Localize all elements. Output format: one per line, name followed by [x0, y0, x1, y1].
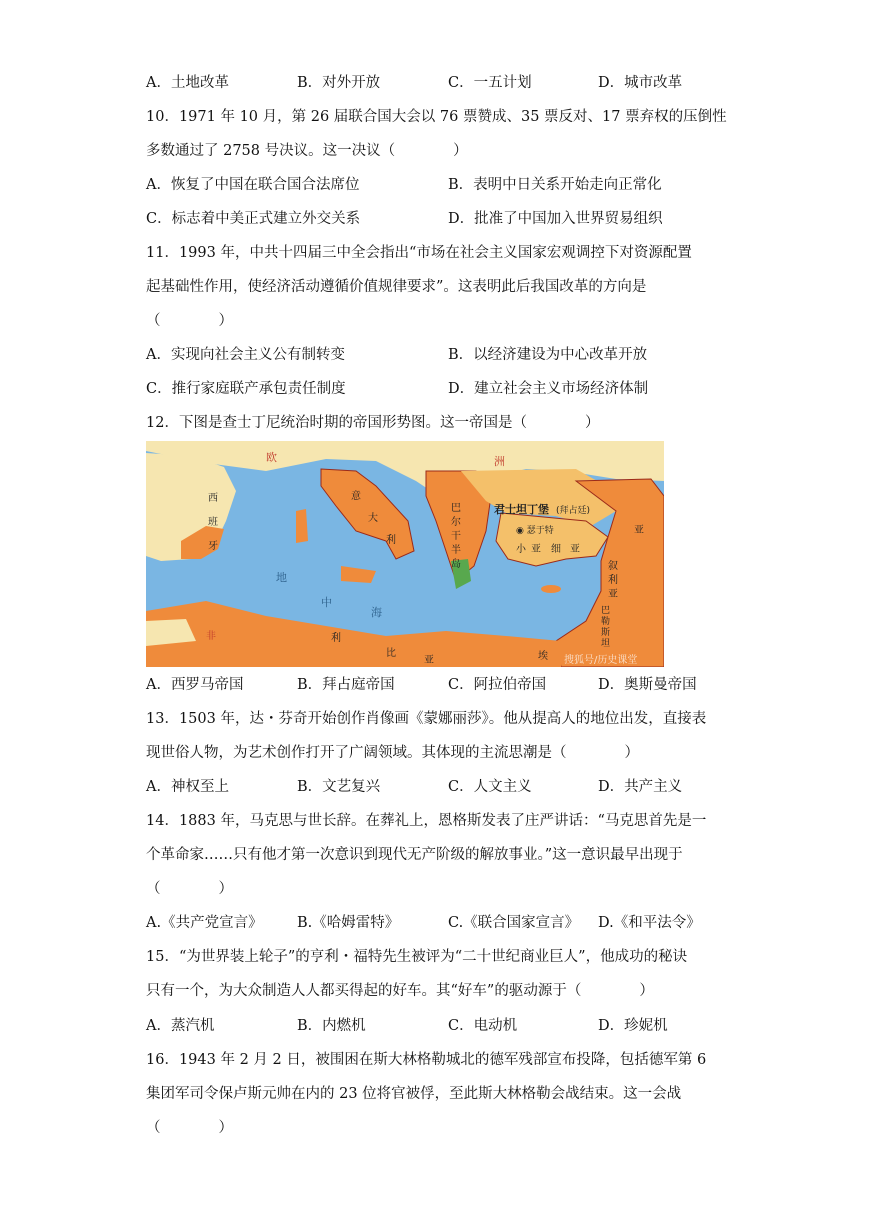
q15-stem-line: 只有一个，为大众制造人人都买得起的好车。其“好车”的驱动源于（ ）: [146, 983, 654, 999]
label-sea: 中: [321, 596, 332, 609]
label-syria: 叙: [608, 561, 618, 572]
label-europe: 洲: [494, 455, 505, 468]
q15-stem-line: 15．“为世界装上轮子”的亨利・福特先生被评为“二十世纪商业巨人”，他成功的秘诀: [146, 949, 688, 965]
label-balkan: 半: [451, 545, 461, 556]
q15-option-b: B．内燃机: [297, 1018, 366, 1034]
label-sea: 地: [276, 571, 287, 584]
q16-stem-line: 16．1943 年 2 月 2 日，被围困在斯大林格勒城北的德军残部宣布投降，包括德军第 6: [146, 1052, 707, 1068]
q14-option-d: D.《和平法令》: [598, 915, 701, 931]
q13-option-c: C．人文主义: [448, 779, 532, 795]
q9-option-b: B．对外开放: [297, 75, 381, 91]
label-byzantium: (拜占廷): [556, 506, 591, 516]
q14-answer-blank: （ ）: [146, 881, 233, 897]
label-ancyra: ◉ 瑟于特: [516, 526, 554, 536]
q14-stem-line: 14．1883 年，马克思与世长辞。在葬礼上，恩格斯发表了庄严讲话：“马克思首先是一: [146, 813, 707, 829]
cyprus: [541, 585, 561, 593]
label-asia-minor: 小: [516, 544, 526, 555]
label-spain: 牙: [208, 541, 218, 552]
label-balkan: 岛: [451, 559, 461, 570]
watermark: 搜狐号/历史课堂: [564, 655, 638, 666]
label-asia-minor: 亚: [531, 544, 541, 555]
q13-option-b: B．文艺复兴: [297, 779, 381, 795]
q16-answer-blank: （ ）: [146, 1120, 233, 1136]
q10-option-d: D．批准了中国加入世界贸易组织: [448, 211, 663, 227]
q10-option-a: A．恢复了中国在联合国合法席位: [146, 177, 360, 193]
q12-stem-line: 12．下图是查士丁尼统治时期的帝国形势图。这一帝国是（ ）: [146, 415, 600, 431]
q13-stem-line: 13．1503 年，达・芬奇开始创作肖像画《蒙娜丽莎》。他从提高人的地位出发，直接表: [146, 711, 707, 727]
label-asia: 亚: [634, 525, 644, 536]
q14-option-c: C.《联合国家宣言》: [448, 915, 580, 931]
q10-option-b: B．表明中日关系开始走向正常化: [448, 177, 662, 193]
label-syria: 利: [608, 575, 618, 586]
q12-option-b: B．拜占庭帝国: [297, 677, 395, 693]
label-palestine: 坦: [601, 639, 611, 649]
q14-option-b: B.《哈姆雷特》: [297, 915, 400, 931]
label-asia-minor: 细: [551, 544, 561, 555]
q12-option-c: C．阿拉伯帝国: [448, 677, 547, 693]
label-libya: 比: [386, 648, 396, 659]
label-balkan: 干: [451, 531, 461, 542]
label-italy: 大: [368, 513, 378, 524]
label-libya: 亚: [424, 655, 434, 666]
q15-option-d: D．珍妮机: [598, 1018, 668, 1034]
q11-option-d: D．建立社会主义市场经济体制: [448, 381, 649, 397]
q13-option-d: D．共产主义: [598, 779, 683, 795]
q11-stem-line: 起基础性作用，使经济活动遵循价值规律要求”。这表明此后我国改革的方向是: [146, 279, 647, 295]
q16-stem-line: 集团军司令保卢斯元帅在内的 23 位将官被俘，至此斯大林格勒会战结束。这一会战: [146, 1086, 682, 1102]
label-egypt: 埃: [538, 651, 548, 662]
label-palestine: 斯: [601, 628, 611, 638]
label-palestine: 勒: [601, 617, 611, 627]
label-italy: 利: [386, 535, 396, 546]
q15-option-c: C．电动机: [448, 1018, 518, 1034]
byzantine-empire-map: [146, 441, 664, 667]
q11-option-b: B．以经济建设为中心改革开放: [448, 347, 648, 363]
q11-option-a: A．实现向社会主义公有制转变: [146, 347, 345, 363]
label-constantinople: 君士坦丁堡: [494, 503, 549, 516]
q13-option-a: A．神权至上: [146, 779, 229, 795]
label-africa: 非: [206, 631, 216, 642]
label-sea: 海: [371, 606, 382, 619]
label-balkan: 巴: [451, 503, 461, 514]
q11-answer-blank: （ ）: [146, 313, 233, 329]
label-balkan: 尔: [451, 517, 461, 528]
label-asia-minor: 亚: [570, 544, 580, 555]
q12-option-d: D．奥斯曼帝国: [598, 677, 697, 693]
label-syria: 亚: [608, 589, 618, 600]
sardinia: [296, 509, 308, 543]
q11-option-c: C．推行家庭联产承包责任制度: [146, 381, 346, 397]
q14-stem-line: 个革命家……只有他才第一次意识到现代无产阶级的解放事业。”这一意识最早出现于: [146, 847, 683, 863]
label-spain: 西: [208, 493, 218, 504]
label-italy: 意: [351, 491, 361, 502]
q14-option-a: A.《共产党宣言》: [146, 915, 263, 931]
label-libya: 利: [331, 633, 341, 644]
q10-stem-line: 多数通过了 2758 号决议。这一决议（ ）: [146, 143, 468, 159]
label-spain: 班: [208, 517, 218, 528]
label-europe: 欧: [266, 451, 277, 464]
q10-stem-line: 10．1971 年 10 月，第 26 届联合国大会以 76 票赞成、35 票反对、17 票弃权的压倒性: [146, 109, 727, 125]
q10-option-c: C．标志着中美正式建立外交关系: [146, 211, 361, 227]
q15-option-a: A．蒸汽机: [146, 1018, 215, 1034]
q9-option-d: D．城市改革: [598, 75, 683, 91]
q11-stem-line: 11．1993 年，中共十四届三中全会指出“市场在社会主义国家宏观调控下对资源配置: [146, 245, 692, 261]
q9-option-a: A．土地改革: [146, 75, 229, 91]
label-palestine: 巴: [601, 606, 611, 616]
q9-option-c: C．一五计划: [448, 75, 532, 91]
q13-stem-line: 现世俗人物，为艺术创作打开了广阔领域。其体现的主流思潮是（ ）: [146, 745, 639, 761]
q12-option-a: A．西罗马帝国: [146, 677, 244, 693]
